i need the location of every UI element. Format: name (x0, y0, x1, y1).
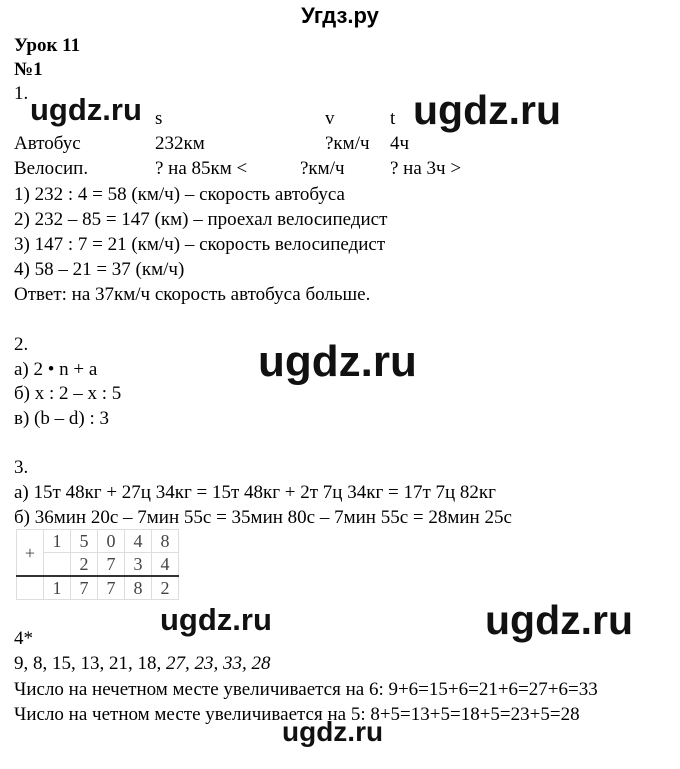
digit: 1 (44, 530, 71, 553)
digit: 7 (98, 553, 125, 577)
digit: 5 (71, 530, 98, 553)
watermark: ugdz.ru (413, 87, 562, 133)
solution-step: 3) 147 : 7 = 21 (км/ч) – скорость велосипедист (14, 234, 386, 255)
watermark: ugdz.ru (258, 337, 417, 386)
digit (44, 553, 71, 577)
digit: 4 (152, 553, 179, 577)
task2-label: 2. (14, 334, 29, 355)
header-t: t (390, 108, 396, 129)
sequence-continued: 27, 23, 33, 28 (166, 653, 271, 674)
expression: в) (b – d) : 3 (14, 408, 109, 429)
watermark: ugdz.ru (282, 716, 384, 747)
solution-step: 4) 58 – 21 = 37 (км/ч) (14, 259, 185, 280)
expression: б) x : 2 – x : 5 (14, 383, 122, 404)
explanation: Число на четном месте увеличивается на 5: 8+5=13+5=18+5=23+5=28 (14, 704, 580, 725)
digit: 8 (125, 576, 152, 600)
task3-label: 3. (14, 457, 29, 478)
row-label: Велосип. (14, 158, 89, 179)
row-label: Автобус (14, 133, 81, 154)
watermark: ugdz.ru (30, 92, 142, 127)
cell: 232км (155, 133, 205, 154)
digit: 1 (44, 576, 71, 600)
solution-step: 2) 232 – 85 = 147 (км) – проехал велосипедист (14, 209, 388, 230)
digit: 7 (98, 576, 125, 600)
cell: ?км/ч (325, 133, 370, 154)
digit: 3 (125, 553, 152, 577)
digit: 8 (152, 530, 179, 553)
digit: 2 (152, 576, 179, 600)
lesson-heading: Урок 11 (14, 35, 81, 56)
cell: ? на 3ч > (390, 158, 462, 179)
header-v: v (325, 108, 335, 129)
sequence (14, 652, 271, 676)
cell: 4ч (390, 133, 410, 154)
explanation: Число на нечетном месте увеличивается на 6: 9+6=15+6=21+6=27+6=33 (14, 679, 598, 700)
empty-cell (17, 576, 44, 600)
header-s: s (155, 108, 163, 129)
column-addition (16, 529, 179, 600)
cell: ?км/ч (300, 158, 345, 179)
task-number: №1 (14, 59, 43, 80)
digit: 7 (71, 576, 98, 600)
watermark: ugdz.ru (485, 597, 634, 643)
watermark: ugdz.ru (160, 602, 272, 637)
digit: 0 (98, 530, 125, 553)
site-title: Угдз.ру (301, 3, 379, 28)
digit: 2 (71, 553, 98, 577)
plus-sign: + (17, 530, 44, 577)
calculation: б) 36мин 20с – 7мин 55с = 35мин 80с – 7мин 55с = 28мин 25с (14, 507, 512, 528)
calculation: а) 15т 48кг + 27ц 34кг = 15т 48кг + 2т 7ц 34кг = 17т 7ц 82кг (14, 482, 496, 503)
digit: 4 (125, 530, 152, 553)
sequence-given: 9, 8, 15, 13, 21, 18, (14, 653, 166, 674)
expression: а) 2 • n + a (14, 359, 98, 380)
task4-label: 4* (14, 628, 33, 649)
cell: ? на 85км < (155, 158, 248, 179)
answer: Ответ: на 37км/ч скорость автобуса больше. (14, 284, 371, 305)
task1-label: 1. (14, 83, 29, 104)
solution-step: 1) 232 : 4 = 58 (км/ч) – скорость автобуса (14, 184, 345, 205)
